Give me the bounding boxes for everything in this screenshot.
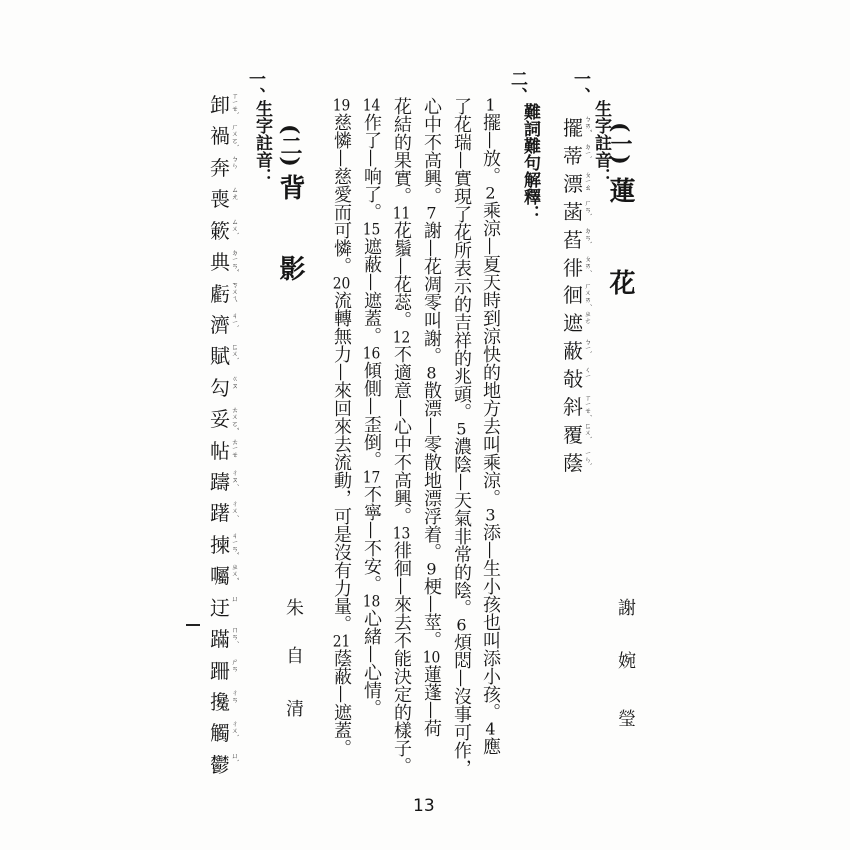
vocab-char: 漂 [563, 171, 583, 196]
note-text: 濃陰—天氣非常的陰。 [451, 437, 472, 617]
note-number: 11 [392, 205, 411, 221]
vocab-char: 蔭 [563, 450, 583, 475]
vocab-entry [210, 311, 252, 337]
zhuyin-annotation: ㄆㄞˊ [584, 254, 592, 273]
author-char: 謝 [615, 598, 636, 616]
vocab-char: 禍 [210, 124, 230, 149]
vocab-char: 斜 [563, 395, 583, 420]
vocab-entry [210, 186, 252, 212]
vocab-char: 簌 [210, 218, 230, 243]
notes-heading: 難詞難句解釋： [520, 103, 540, 222]
vocab-entry [210, 249, 252, 275]
vocab-char: 蒂 [563, 143, 583, 168]
note-text: 煩悶—沒事可作， [451, 633, 472, 777]
vocab-char: 賦 [210, 344, 230, 369]
note-text: 乘涼—夏天時到涼快的地方去叫乘涼。 [480, 201, 501, 507]
vocab-char: 跚 [210, 658, 230, 683]
vocab-char: 徘 [563, 255, 583, 280]
vocab-char: 攙 [210, 690, 230, 715]
vocab-char: 囑 [210, 564, 230, 589]
note-number: 4 [485, 721, 496, 737]
vocab-list [563, 115, 605, 475]
vocab-entry [210, 437, 252, 463]
note-text: 流轉無力—來回來去流動，可是沒有力量。 [331, 291, 352, 633]
vocab-entry [210, 531, 252, 557]
vocab-entry [563, 338, 605, 364]
notes-column [362, 97, 380, 717]
vocab-entry [210, 626, 252, 652]
zhuyin-annotation: ㄉㄧㄢˇ [231, 249, 239, 273]
author-char: 自 [283, 646, 304, 664]
note-number: 7 [426, 205, 437, 221]
vocab-entry [563, 366, 605, 392]
vocab-char: 帖 [210, 438, 230, 463]
note-number: 19 [332, 97, 351, 113]
vocab-char: 菡 [563, 199, 583, 224]
vocab-char: 濟 [210, 312, 230, 337]
vocab-entry [210, 563, 252, 589]
vocab-char: 蹣 [210, 627, 230, 652]
note-text: 應 [480, 737, 501, 755]
zhuyin-annotation: ㄔㄢ [231, 689, 239, 704]
note-text: 不寧—不安。 [361, 485, 382, 593]
vocab-heading-number: 一、 [570, 70, 590, 104]
note-number: 10 [422, 649, 441, 665]
vocab-heading: 生字註音： [591, 100, 611, 185]
zhuyin-annotation: ㄔㄡˊ [231, 469, 239, 487]
zhuyin-annotation: ㄩ [231, 594, 239, 602]
zhuyin-annotation: ㄊㄨㄛˇ [231, 406, 239, 431]
vocab-char: 迂 [210, 595, 230, 620]
zhuyin-annotation: ㄓㄨˇ [231, 563, 239, 581]
note-text: 擺—放。 [480, 113, 501, 185]
vocab-entry [563, 282, 605, 308]
note-text: 花結的果實。 [391, 97, 412, 205]
note-number: 5 [456, 421, 467, 437]
author-char: 瑩 [615, 709, 636, 727]
vocab-entry [563, 449, 605, 475]
note-text: 心緒—心情。 [361, 609, 382, 717]
page-number: 13 [413, 796, 435, 816]
zhuyin-annotation: ㄍㄡ [231, 374, 239, 389]
vocab-list [210, 92, 252, 777]
vocab-entry [210, 720, 252, 746]
vocab-char: 勾 [210, 375, 230, 400]
vocab-heading-number: 一、 [245, 70, 265, 104]
vocab-entry [210, 92, 252, 117]
vocab-char: 觸 [210, 721, 230, 746]
note-number: 2 [485, 185, 496, 201]
zhuyin-annotation: ㄔㄨˋ [231, 720, 239, 738]
notes-column [481, 97, 499, 755]
note-number: 8 [426, 365, 437, 381]
zhuyin-annotation: ㄩˋ [231, 751, 239, 763]
note-number: 18 [362, 593, 381, 609]
zhuyin-annotation: ㄈㄨˋ [584, 421, 592, 440]
zhuyin-annotation: ㄊㄧㄝ [231, 437, 239, 458]
author-char: 朱 [283, 598, 304, 616]
vocab-entry [210, 374, 252, 400]
vocab-char: 妥 [210, 407, 230, 432]
vocab-entry [210, 154, 252, 180]
zhuyin-annotation: ㄎㄨㄟ [231, 280, 239, 302]
note-number: 16 [362, 345, 381, 361]
note-text: 花鬚—花蕊。 [391, 221, 412, 329]
note-number: 20 [332, 275, 351, 291]
section-label: (二) [277, 124, 303, 167]
note-number: 15 [362, 221, 381, 237]
zhuyin-annotation: ㄒㄧㄝˋ [231, 92, 239, 116]
vocab-entry [210, 469, 252, 495]
note-number: 12 [392, 329, 411, 345]
note-number: 14 [362, 97, 381, 113]
zhuyin-annotation: ㄐㄧㄢˇ [231, 531, 239, 556]
vocab-entry [563, 421, 605, 447]
note-text: 梗—莖。 [421, 577, 442, 649]
notes-heading-number: 二、 [507, 70, 527, 104]
zhuyin-annotation: ㄆㄧㄠ [584, 170, 592, 191]
vocab-entry [210, 500, 252, 526]
vocab-char: 卸 [210, 93, 230, 117]
vocab-char: 喪 [210, 187, 230, 212]
note-number: 3 [485, 507, 496, 523]
vocab-char: 擺 [563, 116, 583, 140]
lesson-title-char: 影 [275, 255, 305, 281]
zhuyin-annotation: ㄅㄞˇ [584, 115, 592, 133]
note-number: 6 [456, 617, 467, 633]
note-text: 謝—花凋零叫謝。 [421, 221, 442, 365]
vocab-char: 覆 [563, 422, 583, 447]
zhuyin-annotation: ㄅㄧˋ [584, 338, 592, 355]
note-text: 心中不高興。 [421, 97, 442, 205]
vocab-char: 虧 [210, 281, 230, 306]
zhuyin-annotation: ㄑㄧ [584, 366, 592, 379]
vocab-entry [210, 751, 252, 777]
note-text: 傾側—歪倒。 [361, 361, 382, 469]
vocab-entry [563, 394, 605, 420]
vocab-entry [210, 594, 252, 620]
zhuyin-annotation: ㄉㄢˋ [584, 226, 592, 245]
zhuyin-annotation: ㄔㄨˊ [231, 500, 239, 518]
note-number: 1 [485, 97, 496, 113]
notes-column [392, 97, 410, 775]
zhuyin-annotation: ㄇㄢˊ [231, 626, 239, 644]
author-char: 婉 [615, 651, 636, 669]
note-text: 不適意—心中不高興。 [391, 345, 412, 525]
zhuyin-annotation: ㄏㄨㄛˋ [231, 123, 239, 148]
vocab-entry [563, 226, 605, 252]
vocab-entry [210, 689, 252, 715]
vocab-entry [563, 198, 605, 224]
vocab-entry [563, 115, 605, 140]
zhuyin-annotation: ㄧㄣˋ [584, 449, 592, 466]
section-label: (一) [607, 122, 633, 165]
vocab-entry [210, 217, 252, 243]
note-number: 21 [332, 633, 351, 649]
vocab-entry [210, 280, 252, 306]
zhuyin-annotation: ㄙㄨˋ [231, 217, 239, 236]
notes-column [422, 97, 440, 737]
vocab-entry [210, 657, 252, 683]
zhuyin-annotation: ㄐㄧˋ [231, 311, 239, 329]
margin-mark [186, 624, 200, 626]
zhuyin-annotation: ㄅㄣ [231, 154, 239, 169]
vocab-char: 典 [210, 250, 230, 275]
vocab-char: 蔽 [563, 339, 583, 364]
zhuyin-annotation: ㄏㄨㄞˊ [584, 282, 592, 307]
vocab-char: 躇 [210, 501, 230, 526]
author-char: 清 [283, 699, 304, 717]
note-text: 了花瑞—實現了花所表示的吉祥的兆頭。 [451, 97, 472, 421]
vocab-char: 鬱 [210, 752, 230, 777]
lesson-title-char: 花 [605, 269, 635, 295]
note-number: 17 [362, 469, 381, 485]
note-text: 作了—响了。 [361, 113, 382, 221]
zhuyin-annotation: ㄉㄧˋ [584, 142, 592, 160]
vocab-heading: 生字註音： [252, 100, 272, 185]
note-text: 添—生小孩也叫添小孩。 [480, 523, 501, 721]
note-text: 散漂—零散地漂浮着。 [421, 381, 442, 561]
vocab-char: 躊 [210, 470, 230, 495]
vocab-entry [563, 310, 605, 336]
notes-column [332, 97, 350, 757]
vocab-char: 揀 [210, 532, 230, 557]
zhuyin-annotation: ㄕㄢ [231, 657, 239, 672]
note-text: 徘徊—來去不能決定的樣子。 [391, 541, 412, 775]
zhuyin-annotation: ㄏㄢˋ [584, 198, 592, 217]
note-text: 慈憐—慈愛而可憐。 [331, 113, 352, 275]
vocab-entry [563, 170, 605, 196]
lesson-title-char: 背 [275, 174, 305, 200]
vocab-char: 敧 [563, 367, 583, 392]
zhuyin-annotation: ㄓㄜ [584, 310, 592, 325]
vocab-char: 奔 [210, 155, 230, 180]
note-text: 蔭蔽—遮蓋。 [331, 649, 352, 757]
note-number: 9 [426, 561, 437, 577]
vocab-char: 徊 [563, 283, 583, 308]
vocab-entry [210, 406, 252, 432]
vocab-char: 遮 [563, 311, 583, 336]
note-text: 蓮蓬—荷 [421, 665, 442, 737]
vocab-char: 萏 [563, 227, 583, 252]
note-number: 13 [392, 525, 411, 541]
vocab-entry [210, 123, 252, 149]
notes-column [452, 97, 470, 777]
zhuyin-annotation: ㄙㄤ [231, 186, 239, 201]
note-text: 遮蔽—遮蓋。 [361, 237, 382, 345]
vocab-entry [563, 254, 605, 280]
zhuyin-annotation: ㄒㄧㄝˊ [584, 394, 592, 418]
lesson-title-char: 蓮 [605, 177, 635, 203]
vocab-entry [210, 343, 252, 369]
vocab-entry [563, 142, 605, 168]
zhuyin-annotation: ㄈㄨˋ [231, 343, 239, 361]
